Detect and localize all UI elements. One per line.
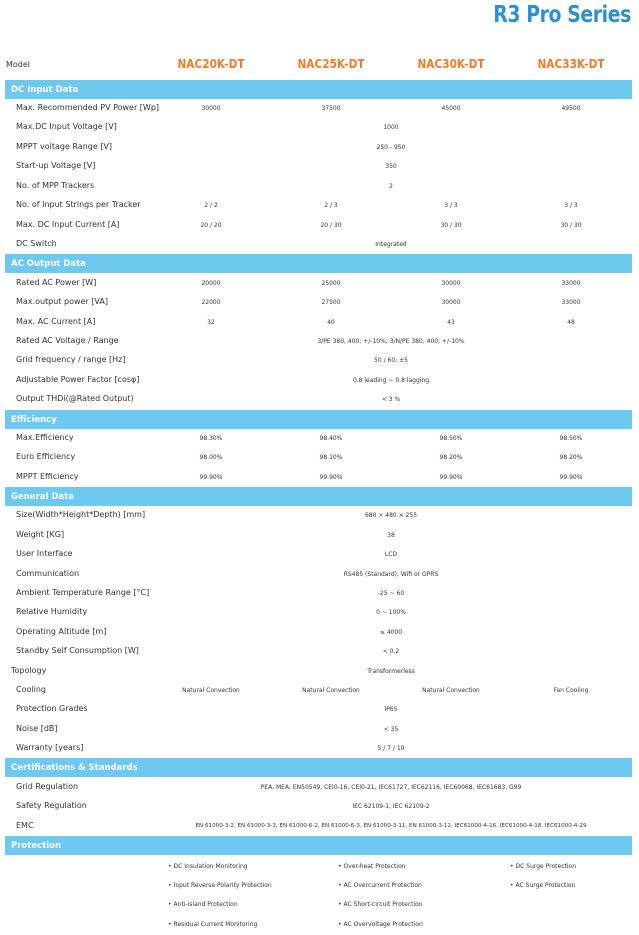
- spec-row: [0, 177, 639, 196]
- spec-row: [0, 642, 639, 661]
- spec-value: 50 / 60; ±5: [374, 357, 408, 364]
- spec-value: 3 / 3: [564, 202, 578, 209]
- spec-row: [0, 545, 639, 564]
- spec-value: Integrated: [375, 241, 407, 248]
- spec-value: 27500: [321, 299, 341, 306]
- spec-row: [0, 662, 639, 681]
- spec-value: 98.50%: [559, 435, 583, 442]
- spec-row: [0, 681, 639, 700]
- spec-row: [0, 313, 639, 332]
- spec-row: [0, 390, 639, 409]
- spec-value: 30 / 30: [440, 222, 462, 229]
- section-header-general: General Data: [5, 487, 632, 506]
- spec-row: [0, 817, 639, 836]
- spec-row: [0, 506, 639, 525]
- spec-value: 5 / 7 / 10: [377, 745, 405, 752]
- spec-value: 98.40%: [319, 435, 343, 442]
- spec-value: 2 / 3: [324, 202, 338, 209]
- spec-label: No. of Input Strings per Tracker: [16, 200, 141, 209]
- section-header-dc-input: DC Input Data: [5, 80, 632, 99]
- spec-value: 2 / 2: [204, 202, 218, 209]
- spec-value: < 3 %: [381, 396, 401, 403]
- spec-value: 20000: [201, 280, 221, 287]
- spec-value: 20 / 30: [320, 222, 342, 229]
- spec-value: 3/PE 380, 400; +/-10%; 3/N/PE 380, 400; +/-10%: [317, 338, 465, 345]
- spec-value: Fan Cooling: [553, 687, 589, 694]
- spec-row: [0, 448, 639, 467]
- spec-value: 49500: [561, 105, 581, 112]
- spec-label: MPPT voltage Range [V]: [16, 142, 113, 151]
- spec-row: [0, 216, 639, 235]
- spec-label: Max.output power [VA]: [16, 297, 108, 306]
- protection-item: • AC Surge Protection: [510, 882, 575, 889]
- spec-value: 30000: [441, 299, 461, 306]
- spec-row: [0, 157, 639, 176]
- spec-label: Ambient Temperature Range [°C]: [16, 588, 150, 597]
- spec-value: Natural Convection: [422, 687, 480, 694]
- spec-row: [0, 565, 639, 584]
- spec-label: Cooling: [16, 685, 46, 694]
- spec-label: Euro Efficiency: [16, 452, 76, 461]
- spec-value: 0.8 leading ~ 0.8 lagging: [352, 377, 430, 384]
- spec-label: Topology: [11, 666, 47, 675]
- spec-label: Safety Regulation: [16, 801, 87, 810]
- spec-value: 99.90%: [199, 474, 223, 481]
- spec-value: 32: [207, 319, 215, 326]
- spec-value: Natural Convection: [182, 687, 240, 694]
- protection-item: • AC Short-circuit Protection: [338, 901, 423, 908]
- spec-row: [0, 720, 639, 739]
- model-header-row: [0, 56, 639, 76]
- spec-value: 45000: [441, 105, 461, 112]
- spec-value: PEA, MEA, EN50549, CEI0-16, CEI0-21, IEC61727, IEC62116, IEC60068, IEC61683, G99: [260, 784, 522, 791]
- section-header-protection: Protection: [5, 836, 632, 855]
- spec-value: 99.90%: [439, 474, 463, 481]
- spec-value: 2: [389, 183, 393, 190]
- spec-row: [0, 468, 639, 487]
- spec-row: [0, 778, 639, 797]
- spec-label: Communication: [16, 569, 80, 578]
- spec-value: 33000: [561, 299, 581, 306]
- protection-item: • AC Overcurrent Protection: [338, 882, 422, 889]
- spec-label: Max. AC Current [A]: [16, 317, 96, 326]
- spec-label: Warranty [years]: [16, 743, 84, 752]
- spec-row: [0, 797, 639, 816]
- spec-label: Weight [KG]: [16, 530, 65, 539]
- spec-label: Standby Self Consumption [W]: [16, 646, 139, 655]
- spec-label: Operating Altitude [m]: [16, 627, 107, 636]
- protection-item: • DC Insulation Monitoring: [168, 863, 248, 870]
- spec-value: 40: [327, 319, 335, 326]
- spec-row: [0, 371, 639, 390]
- spec-label: User Interface: [16, 549, 73, 558]
- spec-value: ≤ 4000: [379, 629, 403, 636]
- spec-value: 48: [567, 319, 575, 326]
- spec-value: < 35: [383, 726, 399, 733]
- spec-value: -25 ~ 60: [377, 590, 405, 597]
- protection-item: • DC Surge Protection: [510, 863, 576, 870]
- spec-label: MPPT Efficiency: [16, 472, 79, 481]
- spec-label: Size(Width*Height*Depth) [mm]: [16, 510, 146, 519]
- spec-value: IP65: [384, 706, 398, 713]
- spec-value: 250 - 950: [376, 144, 406, 151]
- spec-value: 30 / 30: [560, 222, 582, 229]
- spec-label: Max. DC Input Current [A]: [16, 220, 120, 229]
- spec-label: Max. Recommended PV Power [Wp]: [16, 103, 160, 112]
- spec-row: [0, 351, 639, 370]
- spec-row: [0, 603, 639, 622]
- spec-value: 350: [385, 163, 397, 170]
- spec-row: [0, 274, 639, 293]
- spec-row: [0, 99, 639, 118]
- spec-label: Output THDi(@Rated Output): [16, 394, 134, 403]
- spec-row: [0, 584, 639, 603]
- protection-item: • Over-heat Protection: [338, 863, 406, 870]
- model-name: NAC33K-DT: [537, 57, 605, 71]
- section-header-ac-output: AC Output Data: [5, 254, 632, 273]
- protection-item: • AC Overvoltage Protection: [338, 921, 423, 928]
- model-label: Model: [6, 60, 31, 69]
- spec-row: [0, 739, 639, 758]
- model-name: NAC25K-DT: [297, 57, 365, 71]
- spec-label: Grid frequency / range [Hz]: [16, 355, 126, 364]
- spec-row: [0, 118, 639, 137]
- spec-row: [0, 429, 639, 448]
- spec-value: 98.00%: [199, 454, 223, 461]
- spec-label: Start-up Voltage [V]: [16, 161, 96, 170]
- spec-row: [0, 332, 639, 351]
- spec-value: EN 61000-3-2, EN 61000-3-3, EN 61000-6-2, EN 61000-6-3, EN 61000-3-11, EN 61000-3-12, IEC61000-4-16, IEC61000-4-18, IEC61000-4-29: [195, 823, 587, 829]
- spec-value: Transformerless: [367, 668, 415, 675]
- spec-label: Max.Efficiency: [16, 433, 74, 442]
- spec-label: EMC: [16, 821, 34, 830]
- spec-value: 37500: [321, 105, 341, 112]
- spec-label: No. of MPP Trackers: [16, 181, 95, 190]
- protection-item: • Residual Current Monitoring: [168, 921, 257, 928]
- model-name: NAC20K-DT: [177, 57, 245, 71]
- spec-label: Rated AC Power [W]: [16, 278, 97, 287]
- spec-row: [0, 623, 639, 642]
- model-name: NAC30K-DT: [417, 57, 485, 71]
- spec-label: Rated AC Voltage / Range: [16, 336, 119, 345]
- section-header-certs: Certifications & Standards: [5, 758, 632, 777]
- spec-label: Noise [dB]: [16, 724, 58, 733]
- spec-value: 25000: [321, 280, 341, 287]
- spec-value: 43: [447, 319, 455, 326]
- spec-value: 680 × 480 × 255: [364, 512, 418, 519]
- spec-value: 0 ~ 100%: [376, 609, 406, 616]
- spec-value: IEC 62109-1, IEC 62109-2: [352, 803, 430, 810]
- spec-value: 98.10%: [319, 454, 343, 461]
- spec-value: < 0.2: [382, 648, 400, 655]
- spec-label: Protection Grades: [16, 704, 88, 713]
- spec-value: 99.90%: [319, 474, 343, 481]
- spec-value: 30000: [201, 105, 221, 112]
- spec-value: 99.90%: [559, 474, 583, 481]
- spec-label: Relative Humidity: [16, 607, 88, 616]
- spec-value: 38: [387, 532, 395, 539]
- spec-value: 98.20%: [439, 454, 463, 461]
- spec-row: [0, 293, 639, 312]
- spec-value: 3 / 3: [444, 202, 458, 209]
- spec-row: [0, 196, 639, 215]
- section-header-efficiency: Efficiency: [5, 410, 632, 429]
- spec-label: Adjustable Power Factor [cosφ]: [16, 375, 140, 384]
- protection-item: • Input Reverse Polarity Protection: [168, 882, 272, 889]
- spec-row: [0, 235, 639, 254]
- spec-value: LCD: [384, 551, 398, 558]
- spec-value: 1000: [383, 124, 399, 131]
- spec-row: [0, 138, 639, 157]
- series-title: R3 Pro Series: [493, 2, 631, 28]
- spec-value: Natural Convection: [302, 687, 360, 694]
- spec-value: 33000: [561, 280, 581, 287]
- spec-value: 98.30%: [199, 435, 223, 442]
- protection-item: • Anti-island Protection: [168, 901, 238, 908]
- spec-label: Max.DC Input Voltage [V]: [16, 122, 117, 131]
- spec-label: DC Switch: [16, 239, 57, 248]
- spec-value: RS485 (Standard), Wifi or GPRS: [343, 571, 439, 578]
- spec-row: [0, 526, 639, 545]
- spec-row: [0, 700, 639, 719]
- spec-value: 98.20%: [559, 454, 583, 461]
- spec-label: Grid Regulation: [16, 782, 79, 791]
- spec-value: 98.50%: [439, 435, 463, 442]
- spec-value: 30000: [441, 280, 461, 287]
- spec-value: 20 / 20: [200, 222, 222, 229]
- spec-value: 22000: [201, 299, 221, 306]
